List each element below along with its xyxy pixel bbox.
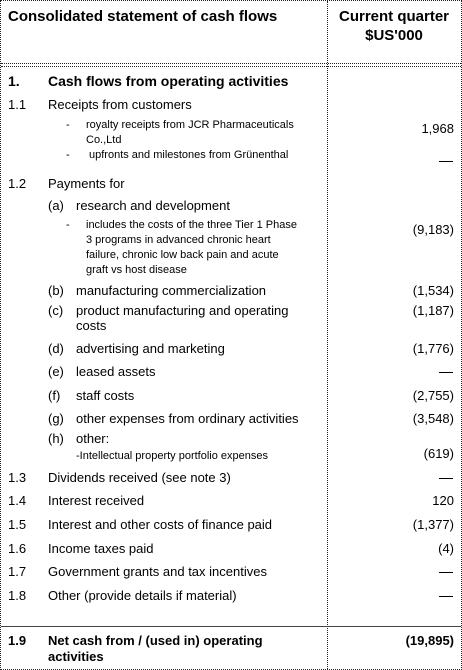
- value-cell: (4): [438, 541, 454, 556]
- value-cell: (619): [423, 446, 454, 461]
- nil-dash: [439, 478, 453, 479]
- bullet: -: [66, 149, 70, 161]
- value-cell: 120: [432, 493, 454, 508]
- row-number: 1.3: [8, 470, 27, 485]
- sub-item-label: upfronts and milestones from Grünenthal: [89, 149, 289, 161]
- row-label: Government grants and tax incentives: [48, 564, 267, 579]
- total-divider: [1, 626, 461, 627]
- bullet: -: [66, 219, 70, 231]
- section-title: Cash flows from operating activities: [48, 73, 289, 89]
- column-header-period: Current quarter: [338, 8, 450, 25]
- row-letter: (e): [48, 364, 64, 379]
- note-line: includes the costs of the three Tier 1 Phase: [86, 219, 297, 231]
- value-cell: (1,534): [412, 283, 454, 298]
- total-row-label-cont: activities: [48, 649, 104, 664]
- row-label: manufacturing commercialization: [76, 283, 267, 298]
- row-number: 1.7: [8, 564, 27, 579]
- sub-item-label: royalty receipts from JCR Pharmaceuticals: [86, 119, 294, 131]
- row-number: 1.1: [8, 97, 27, 112]
- row-label: advertising and marketing: [76, 341, 225, 356]
- value-cell: (1,377): [412, 517, 454, 532]
- total-row-label: Net cash from / (used in) operating: [48, 633, 263, 648]
- row-letter: (h): [48, 431, 64, 446]
- row-label: Interest and other costs of finance paid: [48, 517, 273, 532]
- row-label: Income taxes paid: [48, 541, 154, 556]
- row-label: research and development: [76, 198, 230, 213]
- note-line: graft vs host disease: [86, 264, 187, 276]
- row-label: Interest received: [48, 493, 145, 508]
- nil-dash: [439, 572, 453, 573]
- nil-dash: [439, 372, 453, 373]
- row-label: other expenses from ordinary activities: [76, 411, 299, 426]
- column-divider: [327, 1, 328, 669]
- row-letter: (b): [48, 283, 64, 298]
- section-number: 1.: [8, 73, 20, 89]
- row-label: Receipts from customers: [48, 97, 192, 112]
- nil-dash: [439, 596, 453, 597]
- row-label: staff costs: [76, 388, 135, 403]
- row-number: 1.4: [8, 493, 27, 508]
- nil-dash: [439, 161, 453, 162]
- value-cell: (1,187): [412, 303, 454, 318]
- row-letter: (d): [48, 341, 64, 356]
- row-number: 1.6: [8, 541, 27, 556]
- row-label: Payments for: [48, 176, 125, 191]
- header-divider: [1, 63, 461, 64]
- value-cell: (2,755): [412, 388, 454, 403]
- note-line: 3 programs in advanced chronic heart: [86, 234, 271, 246]
- row-label: Other (provide details if material): [48, 588, 237, 603]
- value-cell: (1,776): [412, 341, 454, 356]
- row-number: 1.2: [8, 176, 27, 191]
- note-line: failure, chronic low back pain and acute: [86, 249, 279, 261]
- header-divider-double: [1, 66, 461, 67]
- row-number: 1.8: [8, 588, 27, 603]
- row-letter: (f): [48, 388, 61, 403]
- row-letter: (a): [48, 198, 64, 213]
- row-label: Dividends received (see note 3): [48, 470, 231, 485]
- total-row-number: 1.9: [8, 633, 27, 648]
- value-cell: (9,183): [412, 222, 454, 237]
- sub-item-label-cont: Co.,Ltd: [86, 134, 122, 146]
- row-label: leased assets: [76, 364, 156, 379]
- row-letter: (c): [48, 303, 64, 318]
- value-cell: (3,548): [412, 411, 454, 426]
- bullet: -: [66, 119, 70, 131]
- total-value: (19,895): [405, 633, 454, 648]
- row-label: product manufacturing and operating: [76, 303, 289, 318]
- column-header-unit: $US'000: [365, 27, 423, 44]
- row-letter: (g): [48, 411, 64, 426]
- row-number: 1.5: [8, 517, 27, 532]
- value-cell: 1,968: [421, 121, 454, 136]
- row-label: other:: [76, 431, 110, 446]
- note-line: -Intellectual property portfolio expenses: [76, 450, 268, 462]
- table-title: Consolidated statement of cash flows: [8, 8, 278, 25]
- row-label-cont: costs: [76, 318, 107, 333]
